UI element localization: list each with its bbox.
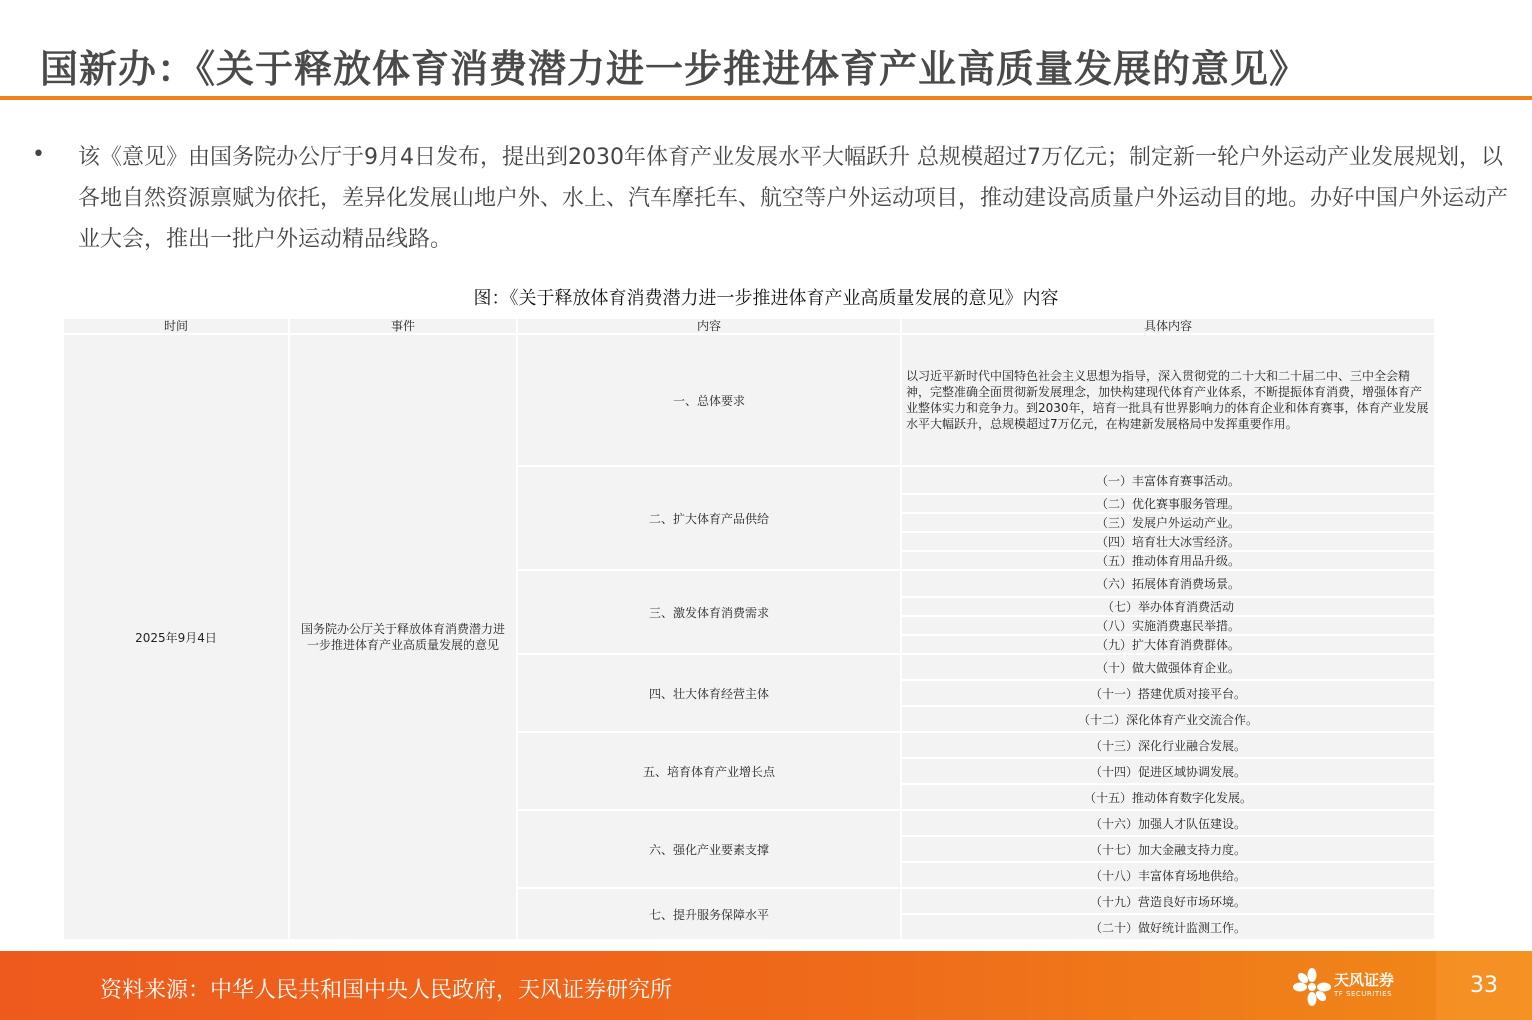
table-header-row [63, 318, 1435, 334]
section-title: 六、强化产业要素支撑 [517, 810, 901, 888]
detail-cell: 以习近平新时代中国特色社会主义思想为指导，深入贯彻党的二十大和二十届二中、三中全会精神，完整准确全面贯彻新发展理念，加快构建现代体育产业体系，不断提振体育消费，增强体育产业整体实力和竞争力。到2030年，培育一批具有世界影响力的体育企业和体育赛事，体育产业发展水平大幅跃升，总规模超过7万亿元，在构建新发展格局中发挥重要作用。 [901, 334, 1435, 466]
figure-caption: 图：《关于释放体育消费潜力进一步推进体育产业高质量发展的意见》内容 [473, 288, 1059, 309]
section-title: 四、壮大体育经营主体 [517, 654, 901, 732]
detail-cell: （十七）加大金融支持力度。 [901, 836, 1435, 862]
detail-cell: （十二）深化体育产业交流合作。 [901, 706, 1435, 732]
detail-cell: （十六）加强人才队伍建设。 [901, 810, 1435, 836]
header-time: 时间 [63, 318, 289, 334]
section-title: 五、培育体育产业增长点 [517, 732, 901, 810]
section-title: 七、提升服务保障水平 [517, 888, 901, 940]
detail-cell: （十）做大做强体育企业。 [901, 654, 1435, 680]
detail-cell: （十九）营造良好市场环境。 [901, 888, 1435, 914]
detail-cell: （六）拓展体育消费场景。 [901, 570, 1435, 597]
event-cell [289, 334, 517, 940]
section-title: 三、激发体育消费需求 [517, 570, 901, 654]
page-number: 33 [1470, 973, 1498, 998]
detail-cell: （四）培育壮大冰雪经济。 [901, 532, 1435, 551]
logo-name: 天风证券 [1334, 971, 1395, 989]
detail-cell: （十八）丰富体育场地供给。 [901, 862, 1435, 888]
time-cell: 2025年9月4日 [63, 334, 289, 940]
logo-subtitle: TF SECURITIES [1334, 990, 1393, 998]
summary-paragraph: 该《意见》由国务院办公厅于9月4日发布，提出到2030年体育产业发展水平大幅跃升 总规模超过7万亿元；制定新一轮户外运动产业发展规划，以各地自然资源禀赋为依托，差异化发展山地户外、水上、汽车摩托车、航空等户外运动项目，推动建设高质量户外运动目的地。办好中国户外运动产业大会，推出一批户外运动精品线路。 [78, 145, 1509, 252]
page-title: 国新办：《关于释放体育消费潜力进一步推进体育产业高质量发展的意见》 [40, 47, 1309, 91]
detail-cell: （五）推动体育用品升级。 [901, 551, 1435, 570]
detail-cell: （九）扩大体育消费群体。 [901, 635, 1435, 654]
company-logo [1292, 967, 1402, 1007]
bullet-marker: • [32, 142, 45, 167]
detail-cell: （十一）搭建优质对接平台。 [901, 680, 1435, 706]
detail-cell: （七）举办体育消费活动 [901, 597, 1435, 616]
detail-cell: （二）优化赛事服务管理。 [901, 494, 1435, 513]
title-divider [0, 96, 1532, 100]
detail-cell: （一）丰富体育赛事活动。 [901, 466, 1435, 494]
source-note: 资料来源：中华人民共和国中央人民政府，天风证券研究所 [100, 978, 673, 1003]
section-title: 二、扩大体育产品供给 [517, 466, 901, 570]
section-title: 一、总体要求 [517, 334, 901, 466]
detail-cell: （十五）推动体育数字化发展。 [901, 784, 1435, 810]
detail-cell: （三）发展户外运动产业。 [901, 513, 1435, 532]
header-detail: 具体内容 [901, 318, 1435, 334]
policy-table [62, 317, 1436, 941]
footer-bar [0, 951, 1532, 1020]
event-text: 国务院办公厅关于释放体育消费潜力进一步推进体育产业高质量发展的意见 [300, 622, 505, 652]
flower-logo-icon [1292, 967, 1332, 1007]
detail-cell: （十四）促进区域协调发展。 [901, 758, 1435, 784]
table-row [63, 334, 1435, 466]
header-content: 内容 [517, 318, 901, 334]
header-event: 事件 [289, 318, 517, 334]
detail-cell: （二十）做好统计监测工作。 [901, 914, 1435, 940]
detail-cell: （十三）深化行业融合发展。 [901, 732, 1435, 758]
detail-cell: （八）实施消费惠民举措。 [901, 616, 1435, 635]
